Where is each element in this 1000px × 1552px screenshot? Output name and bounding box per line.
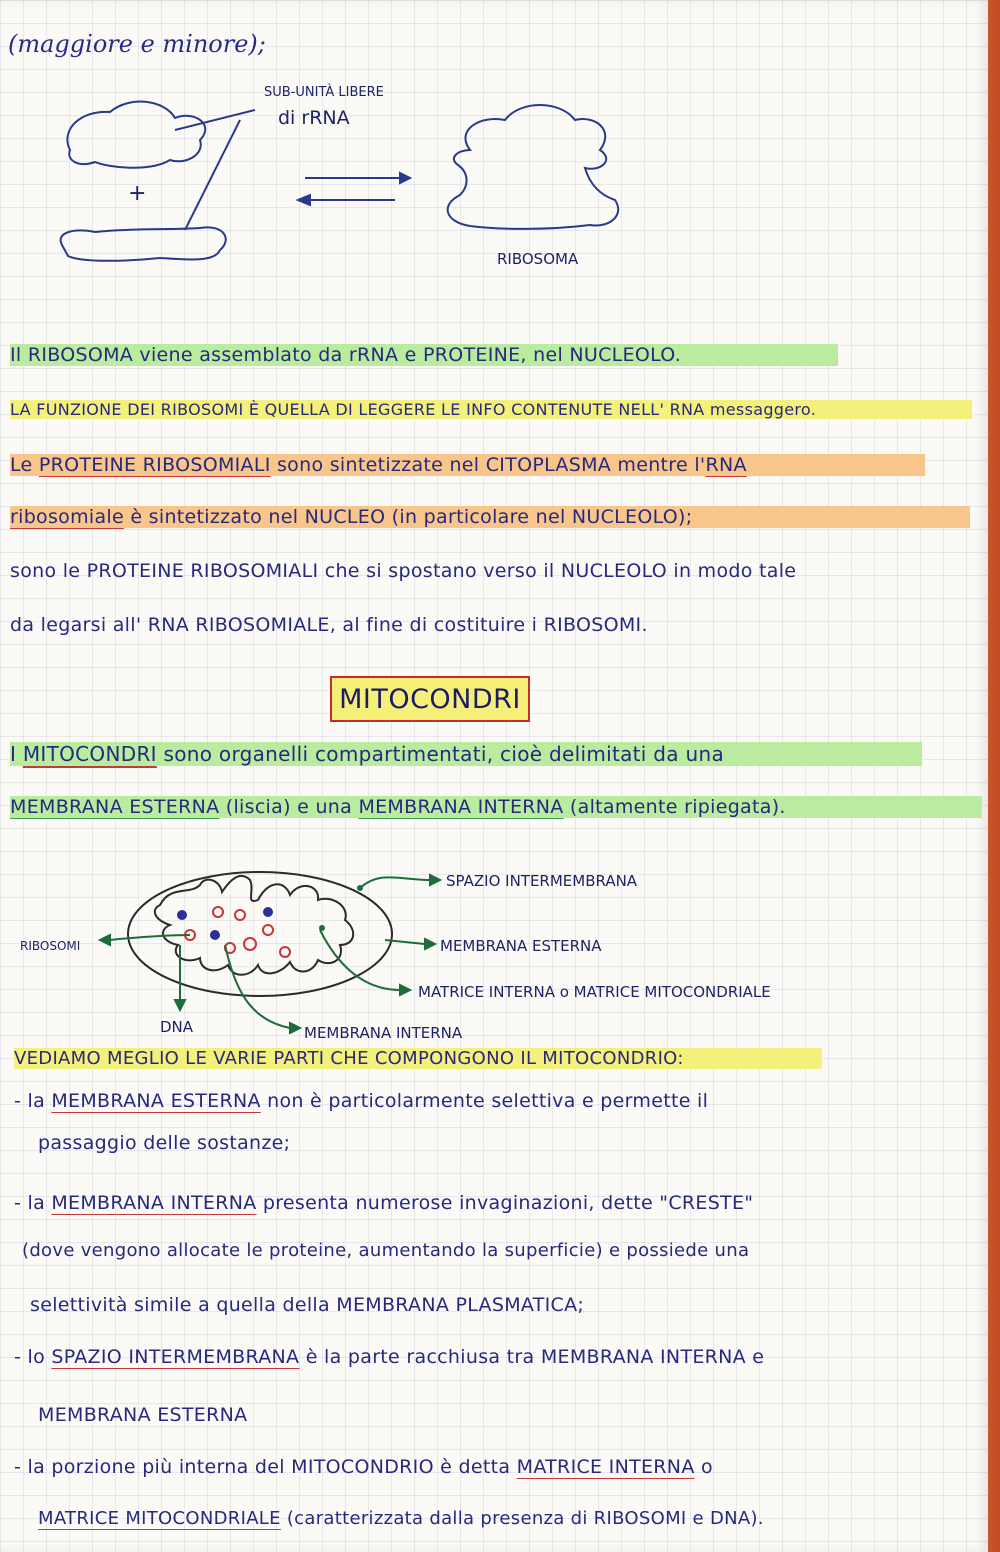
top-note: (maggiore e minore);	[8, 30, 266, 58]
plus-sign: +	[128, 181, 147, 206]
para1-line3-prefix: Le	[10, 454, 39, 476]
dna-dot	[211, 931, 219, 939]
para2-line1-rest: sono organelli compartimentati, cioè delimitati da una	[156, 742, 725, 766]
label-subunits-line2: di rRNA	[278, 107, 350, 129]
para2-line2-part2: (liscia) e una	[219, 796, 359, 818]
term-membrana-interna: MEMBRANA INTERNA	[358, 796, 564, 818]
ribosome-shape	[448, 105, 619, 229]
para1-line1: Il RIBOSOMA viene assemblato da rRNA e PROTEINE, nel NUCLEOLO.	[10, 344, 838, 366]
item2-term: MEMBRANA INTERNA	[51, 1192, 257, 1214]
item4-line1	[14, 1456, 713, 1478]
small-subunit-shape	[61, 227, 226, 260]
item2-dash: - la	[14, 1192, 52, 1214]
item1-term: MEMBRANA ESTERNA	[51, 1090, 261, 1112]
label-outer-membrane: MEMBRANA ESTERNA	[440, 937, 602, 955]
item3-text: è la parte racchiusa tra MEMBRANA INTERNA e	[299, 1346, 765, 1368]
item1-text: non è particolarmente selettiva e permette il	[260, 1090, 709, 1112]
inner-membrane-shape	[155, 876, 353, 975]
ribosome-diagram	[0, 0, 988, 300]
item2-text: presenta numerose invaginazioni, dette "CRESTE"	[256, 1192, 754, 1214]
term-mitocondri: MITOCONDRI	[22, 742, 157, 766]
pointer-dot	[357, 885, 363, 891]
item4-text2: (caratterizzata dalla presenza di RIBOSOMI e DNA).	[280, 1508, 764, 1529]
item3-line2: MEMBRANA ESTERNA	[38, 1404, 248, 1426]
dna-dot	[178, 911, 186, 919]
ribosome-dot	[280, 947, 290, 957]
ribosome-dot	[185, 930, 195, 940]
term-rna: RNA	[705, 454, 747, 476]
label-intermembrane: SPAZIO INTERMEMBRANA	[446, 872, 638, 890]
item4-line2	[38, 1508, 764, 1529]
label-dna: DNA	[160, 1018, 194, 1036]
ribosome-dot	[235, 910, 245, 920]
item3-line1	[14, 1346, 764, 1368]
outer-membrane-shape	[128, 872, 392, 996]
para1-line6: da legarsi all' RNA RIBOSOMIALE, al fine di costituire i RIBOSOMI.	[10, 614, 648, 636]
item1-line1	[14, 1090, 708, 1112]
ribosome-dot	[244, 938, 256, 950]
ribosome-dot	[225, 943, 235, 953]
term-membrana-esterna: MEMBRANA ESTERNA	[10, 796, 220, 818]
para2-line1-prefix: I	[10, 742, 23, 766]
item4-text: - la porzione più interna del MITOCONDRIO è detta	[14, 1456, 517, 1478]
para1-line3-middle: sono sintetizzate nel CITOPLASMA mentre l'	[270, 454, 706, 476]
item2-line2: (dove vengono allocate le proteine, aumentando la superficie) e possiede una	[22, 1240, 750, 1261]
para1-line3	[10, 454, 925, 476]
item1-line2: passaggio delle sostanze;	[38, 1132, 291, 1154]
label-subunits-line1: SUB-UNITÀ LIBERE	[264, 85, 384, 100]
para1-line4	[10, 506, 970, 528]
item1-dash: - la	[14, 1090, 52, 1112]
item4-term1: MATRICE INTERNA	[516, 1456, 695, 1478]
para1-line5: sono le PROTEINE RIBOSOMIALI che si spostano verso il NUCLEOLO in modo tale	[10, 560, 797, 582]
ribosome-dot	[263, 925, 273, 935]
item3-dash: - lo	[14, 1346, 52, 1368]
term-ribosomiale: ribosomiale	[10, 506, 124, 528]
para2-line2-part4: (altamente ripiegata).	[563, 796, 786, 818]
section-title: MITOCONDRI	[330, 676, 530, 722]
item3-term: SPAZIO INTERMEMBRANA	[51, 1346, 300, 1368]
para1-line4-rest: è sintetizzato nel NUCLEO (in particolare nel NUCLEOLO);	[124, 506, 693, 528]
details-intro: VEDIAMO MEGLIO LE VARIE PARTI CHE COMPONGONO IL MITOCONDRIO:	[14, 1048, 822, 1069]
term-proteine-ribosomiali: PROTEINE RIBOSOMIALI	[38, 454, 271, 476]
ribosome-dot	[213, 907, 223, 917]
label-matrix: MATRICE INTERNA o MATRICE MITOCONDRIALE	[418, 983, 771, 1001]
pointer-dot	[319, 925, 325, 931]
label-inner-membrane: MEMBRANA INTERNA	[304, 1024, 463, 1042]
para2-line2	[10, 796, 982, 818]
para2-line1	[10, 742, 922, 766]
item4-term2: MATRICE MITOCONDRIALE	[38, 1508, 281, 1529]
large-subunit-shape	[67, 102, 205, 168]
item4-or: o	[694, 1456, 713, 1478]
label-ribosomes: RIBOSOMI	[20, 939, 81, 953]
label-ribosome: RIBOSOMA	[497, 250, 579, 268]
item2-line1	[14, 1192, 753, 1214]
para1-line2: LA FUNZIONE DEI RIBOSOMI È QUELLA DI LEGGERE LE INFO CONTENUTE NELL' RNA messaggero.	[10, 400, 972, 419]
item2-line3: selettività simile a quella della MEMBRANA PLASMATICA;	[30, 1294, 585, 1316]
dna-dot	[264, 908, 272, 916]
